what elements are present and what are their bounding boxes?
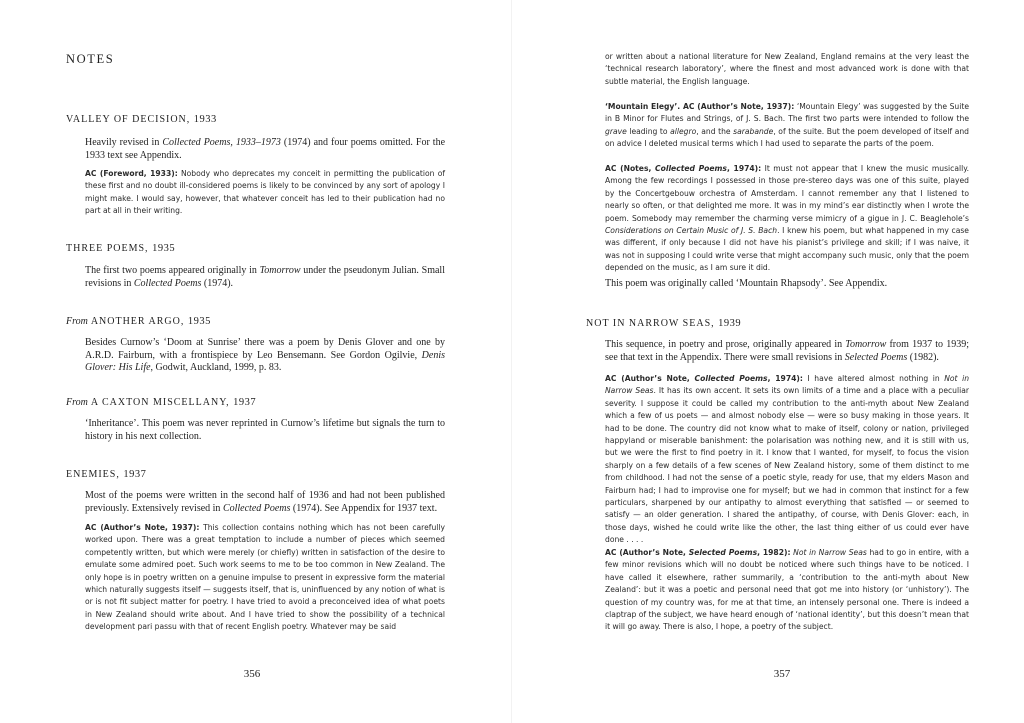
label-run: , 1974): xyxy=(726,164,762,173)
text-run: Heavily revised in xyxy=(85,137,163,148)
comment-label: AC (Foreword, 1933): xyxy=(85,169,178,178)
note-paragraph xyxy=(85,137,445,162)
text-run: Besides Curnow’s ‘Doom at Sunrise’ there was a poem by Denis Glover and one by A.R.D. Fairburn, with a frontispiece by Leo Bensemann. See Gordon Ogilvie, xyxy=(85,337,445,361)
text-run: (1982). xyxy=(907,351,939,363)
label-italic: Selected Poems xyxy=(688,548,758,557)
label-run: , 1974): xyxy=(767,374,803,383)
note-paragraph xyxy=(85,490,445,515)
comment-label xyxy=(605,164,761,173)
page-number: 357 xyxy=(773,668,791,680)
text-run: from 1937 to 1939; see that text in the Appendix. There were small revisions in xyxy=(605,339,970,363)
italic-title: Not in Narrow Seas xyxy=(605,374,970,396)
comment-text: . It has its own accent. It sets its own limits of a time and a place with a peculiar severity. I suppose it could be called my contribution to the anti-myth about New Zealand which a few of us poets — and almost nobody else — were so busy making in those years. It had to be done. The country did not know what to make of itself, colony or nation, privileged happyland or miserable banishment: the polarisation was nothing new, and it is still with us, but we were the first to find poetry in it. I know that I wanted, for myself, to focus the vision sharply on a few details of a few scenes of New Zealand history, some of them distinct to me from childhood. I had not the sense of a poetic style, ready for use, that my elders Mason and Fairburn had; I had to improvise one for myself; but we had in common that instinct for a few particulars, sharpened by our antipathy to almost everything that satisfied — or seemed to satisfy — an older generation. I shared the antipathy, of course, with Denis Glover: each, in those days, wished he could write like the other, the last thing either of us could ever have done . . . . xyxy=(605,386,969,545)
comment-text: It must not appear that I knew the music musically. Among the few recordings I possessed in those pre-stereo days was one of this suite, played by the Concertgebouw orchestra of Amsterdam. I cannot remember any that I listened to nearly so often, or that delighted me more. It was in my mind’s ear distinctly when I wrote the poem. Somebody may remember the charming verse mimicry of a gigue in J. C. Beaglehole’s xyxy=(605,164,970,223)
text-run: The first two poems appeared originally in xyxy=(85,265,260,276)
text-run: under the pseudonym Julian. Small revisions in xyxy=(85,265,445,289)
italic-title: Tomorrow xyxy=(259,265,301,276)
italic-title: Not in Narrow Seas xyxy=(793,548,867,557)
comment-text: Nobody who deprecates my conceit in permitting the publication of these first and no doubt ill-considered poems is likely to be convinced by any sort of apology I might make. I would say, however, that whatever conceit has led to their publication had no part at all in their writing. xyxy=(85,169,446,216)
text-run: (1974). xyxy=(201,277,234,289)
label-italic: Collected Poems xyxy=(694,374,768,383)
comment-text: had to go in entire, with a few minor revisions which will no doubt be noticed where such things have to be noticed. I have called it elsewhere, rather summarily, a ‘contribution to the anti-myth about New Zealand’: but it was a poetic and personal need that got me into history (or ‘unhistory’). The question of my country was, for me at that time, an intensely personal one. There is indeed a claptrap of the subject, we have heard enough of ‘national identity’, but this doesn’t mean that it will go away. There is also, I hope, a poetry of the subject. xyxy=(605,548,969,632)
page-number: 356 xyxy=(243,668,261,680)
page-title: NOTES xyxy=(66,52,115,66)
comment-label: ‘Mountain Elegy’. AC (Author’s Note, 1937): xyxy=(605,102,795,111)
heading-year: 1939 xyxy=(718,318,742,329)
note-paragraph: ‘Inheritance’. This poem was never reprinted in Curnow’s lifetime but signals the turn to history in his next collection. xyxy=(85,418,445,442)
section-heading-valley-of-decision xyxy=(66,114,217,125)
heading-year: 1937 xyxy=(233,397,257,408)
heading-text: NOT IN NARROW SEAS, xyxy=(586,318,715,329)
italic-title: Collected Poems xyxy=(133,277,202,289)
note-paragraph xyxy=(85,265,445,290)
label-run: AC (Notes, xyxy=(605,164,656,173)
section-heading-another-argo xyxy=(66,316,211,327)
note-paragraph: This poem was originally called ‘Mountain Rhapsody’. See Appendix. xyxy=(605,278,888,289)
italic-title: Collected Poems, 1933–1973 xyxy=(162,137,281,148)
italic-title: Considerations on Certain Music of J. S. Bach xyxy=(605,226,778,236)
author-comment xyxy=(85,522,445,634)
label-italic: Collected Poems xyxy=(655,164,727,173)
section-heading-enemies xyxy=(66,469,146,480)
author-comment xyxy=(85,168,445,218)
comment-text: ‘Mountain Elegy’ was suggested by the Suite in B Minor for Flutes and Strings, of J. S. Bach. The first two parts were intended to follow the xyxy=(605,102,969,124)
section-heading-three-poems xyxy=(66,243,175,254)
heading-text: A CAXTON MISCELLANY, xyxy=(90,397,230,408)
text-run: (1974) and four poems omitted. For the 1933 text see Appendix. xyxy=(85,137,446,161)
comment-label xyxy=(605,374,803,383)
text-run: Most of the poems were written in the second half of 1936 and had not been published previously. Extensively revised in xyxy=(85,490,445,514)
comment-text: leading to xyxy=(626,126,671,136)
author-comment xyxy=(605,547,969,634)
heading-from: From xyxy=(66,397,88,408)
comment-text: . I knew his poem, but what happened in my case was different, if only because I did not have his pianist’s privilege and skill; if I was naive, it was not in supposing I could write verse that might accompany such music, only that the poem depended on the music, as I am sure it did. xyxy=(605,226,969,273)
label-run: , 1982): xyxy=(757,548,791,557)
label-run: AC (Author’s Note, xyxy=(605,548,689,557)
italic-term: allegro xyxy=(670,126,697,136)
right-page xyxy=(512,0,1024,723)
comment-text: , and the xyxy=(696,126,734,136)
text-run: , Godwit, Auckland, 1999, p. 83. xyxy=(150,362,282,374)
heading-text: VALLEY OF DECISION, xyxy=(66,114,191,125)
heading-year: 1937 xyxy=(123,469,147,480)
author-comment-mountain-elegy xyxy=(605,101,969,151)
italic-title: Selected Poems xyxy=(844,351,908,363)
heading-text: ENEMIES, xyxy=(66,469,120,480)
author-comment-collected-poems xyxy=(605,163,969,275)
comment-text: I have altered almost nothing in xyxy=(802,374,945,383)
heading-year: 1933 xyxy=(193,114,217,125)
author-comment xyxy=(605,373,969,547)
note-paragraph xyxy=(85,337,445,375)
heading-year: 1935 xyxy=(152,243,176,254)
label-run: AC (Author’s Note, xyxy=(605,374,695,383)
comment-text: , of the suite. But the poem developed of itself and on advice I deleted musical terms which I had used to separate the parts of the poem. xyxy=(605,126,969,149)
comment-text: This collection contains nothing which has not been carefully worked upon. There was a great temptation to include a number of pieces which seemed competently written, but which were merely (or chiefly) written in satisfaction of the desire to emulate some admired poet. Such work seems to me to be too common in New Zealand. The only hope is in poetry written on a genuine impulse to present in expressive form the material which naturally suggests itself — suggests itself, that is, uninfluenced by any notion of what is or is not fit subject matter for poetry. I have tried to avoid a preconceived idea of what poets in New Zealand should write about. And I have tried to show the possibility of a technical development pari passu with that of recent English poetry. Whatever may be said xyxy=(85,523,445,632)
heading-text: THREE POEMS, xyxy=(66,243,149,254)
comment-label xyxy=(605,548,791,557)
comment-label: AC (Author’s Note, 1937): xyxy=(85,523,200,532)
italic-title: Collected Poems xyxy=(222,502,291,514)
heading-text: ANOTHER ARGO, xyxy=(90,316,185,327)
continued-comment: or written about a national literature for New Zealand, England remains at the very least the ‘technical research laboratory’, where the finest and most advanced work is done with that subtle material, the English language. xyxy=(605,52,969,86)
text-run: This sequence, in poetry and prose, originally appeared in xyxy=(605,339,846,350)
text-run: (1974). See Appendix for 1937 text. xyxy=(290,502,438,514)
italic-title: Denis Glover: His Life xyxy=(85,349,445,374)
section-heading-not-in-narrow-seas xyxy=(586,318,741,329)
heading-year: 1935 xyxy=(187,316,211,327)
italic-title: Tomorrow xyxy=(845,339,887,350)
note-paragraph xyxy=(605,339,969,364)
section-heading-caxton-miscellany xyxy=(66,397,256,408)
heading-from: From xyxy=(66,316,88,327)
italic-term: sarabande xyxy=(733,126,774,136)
italic-term: grave xyxy=(605,126,627,136)
